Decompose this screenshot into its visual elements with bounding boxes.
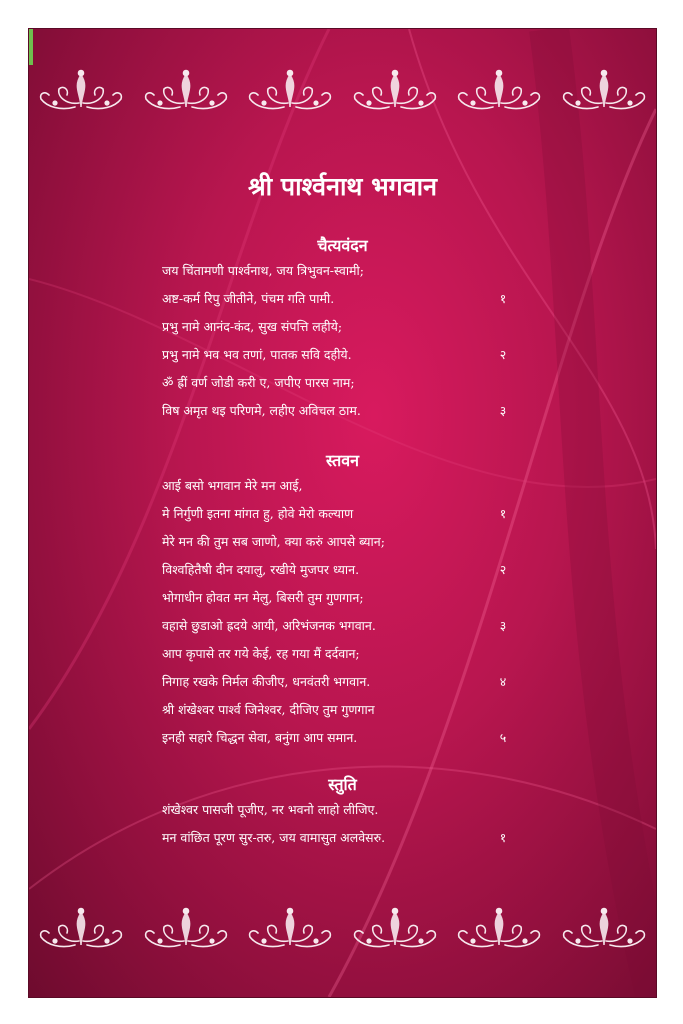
section-heading-chaityavandan: चैत्यवंदन bbox=[317, 236, 368, 255]
floral-ornament-icon bbox=[140, 67, 232, 113]
floral-ornament-icon bbox=[349, 905, 441, 951]
verse-line: मन वांछित पूरण सुर-तरु, जय वामासुत अलवेसरु. bbox=[162, 830, 386, 845]
verse-number: ३ bbox=[499, 403, 507, 418]
verse-line: इनही सहारे चिद्धन सेवा, बनुंगा आप समान. bbox=[162, 730, 358, 745]
verse-line: विष अमृत थइ परिणमे, लहीए अविचल ठाम. bbox=[162, 403, 361, 418]
verse-line: आई बसो भगवान मेरे मन आई, bbox=[162, 478, 303, 493]
floral-ornament-icon bbox=[349, 67, 441, 113]
page-title: श्री पार्श्वनाथ भगवान bbox=[247, 172, 437, 201]
verse-line: विश्वहितैषी दीन दयालु, रखीये मुजपर ध्यान. bbox=[162, 562, 360, 577]
verse-line: निगाह रखके निर्मल कीजीए, धनवंतरी भगवान. bbox=[162, 674, 371, 689]
verse-line: वहासे छुडाओ ह्रदये आयी, अरिभंजनक भगवान. bbox=[162, 618, 376, 633]
verse-line: भोगाधीन होवत मन मेलु, बिसरी तुम गुणगान; bbox=[162, 590, 364, 605]
verse-line: शंखेश्वर पासजी पूजीए, नर भवनो लाहो लीजिए. bbox=[162, 802, 379, 817]
page-panel bbox=[28, 28, 657, 998]
verse-line: प्रभु नामे आनंद-कंद, सुख संपत्ति लहीये; bbox=[162, 319, 343, 334]
top-ornament-border bbox=[29, 65, 656, 115]
verse-number: २ bbox=[499, 562, 507, 577]
verse-line: आप कृपासे तर गये केई, रह गया मैं दर्दवान; bbox=[162, 646, 360, 661]
floral-ornament-icon bbox=[35, 67, 127, 113]
verse-line: मेरे मन की तुम सब जाणो, क्या करुं आपसे ब्यान; bbox=[162, 534, 385, 549]
verse-line: जय चिंतामणी पार्श्वनाथ, जय त्रिभुवन-स्वामी; bbox=[162, 263, 364, 278]
floral-ornament-icon bbox=[140, 905, 232, 951]
verse-line: मे निर्गुणी इतना मांगत हु, होवे मेरो कल्याण bbox=[162, 506, 354, 521]
verse-number: २ bbox=[499, 347, 507, 362]
section-heading-stavan: स्तवन bbox=[325, 451, 360, 470]
floral-ornament-icon bbox=[244, 905, 336, 951]
floral-ornament-icon bbox=[453, 67, 545, 113]
verse-number: १ bbox=[499, 506, 507, 521]
floral-ornament-icon bbox=[244, 67, 336, 113]
verse-line: अष्ट-कर्म रिपु जीतीने, पंचम गति पामी. bbox=[162, 291, 335, 306]
floral-ornament-icon bbox=[558, 67, 650, 113]
verse-line: प्रभु नामे भव भव तणां, पातक सवि दहीये. bbox=[162, 347, 352, 362]
verse-line: श्री शंखेश्वर पार्श्व जिनेश्वर, दीजिए तुम गुणगान bbox=[162, 702, 375, 717]
verse-number: १ bbox=[499, 291, 507, 306]
verse-number: ५ bbox=[499, 730, 507, 745]
floral-ornament-icon bbox=[453, 905, 545, 951]
floral-ornament-icon bbox=[35, 905, 127, 951]
floral-ornament-icon bbox=[558, 905, 650, 951]
verse-number: ३ bbox=[499, 618, 507, 633]
verse-number: ४ bbox=[499, 674, 507, 689]
bottom-ornament-border bbox=[29, 903, 656, 953]
section-heading-stuti: स्तुति bbox=[328, 775, 357, 794]
verse-line: ॐ ह्रीं वर्ण जोडी करी ए, जपीए पारस नाम; bbox=[162, 375, 355, 390]
verse-number: १ bbox=[499, 830, 507, 845]
